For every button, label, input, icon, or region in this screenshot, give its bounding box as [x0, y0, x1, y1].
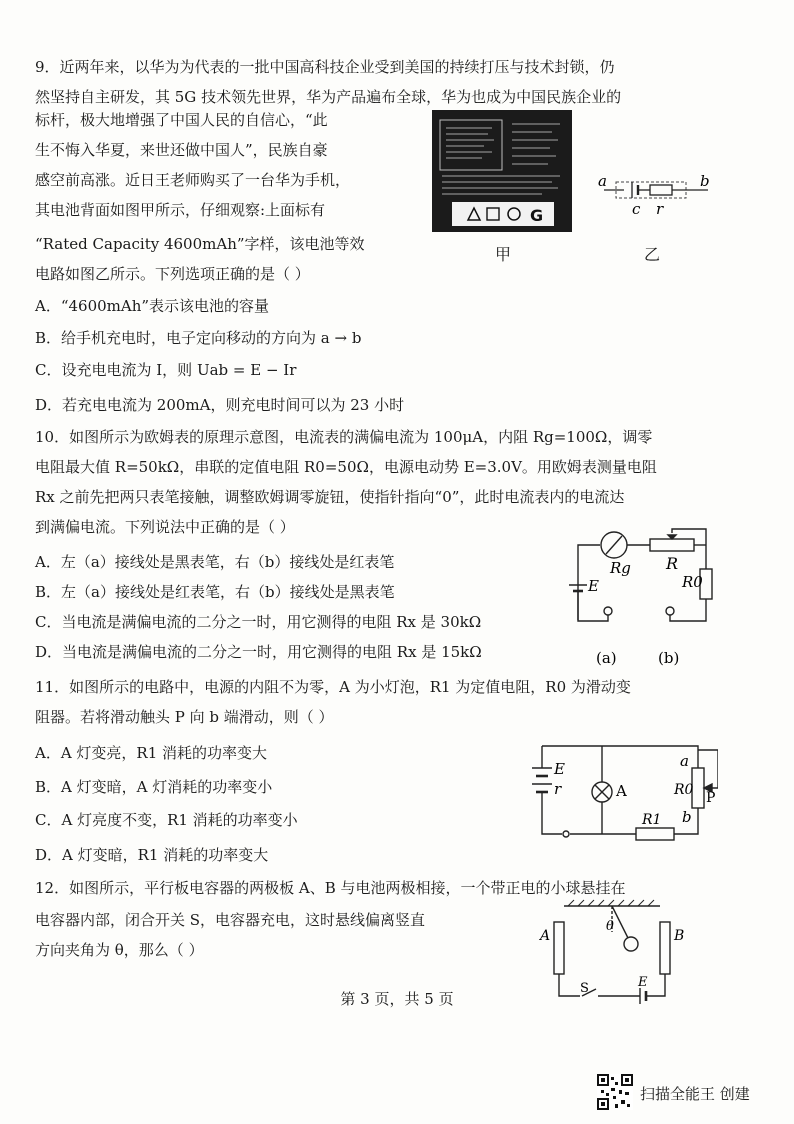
scanner-brand: 扫描全能王 创建: [640, 1085, 750, 1103]
svg-text:R: R: [666, 554, 679, 573]
svg-text:b: b: [700, 172, 710, 190]
svg-text:P: P: [706, 790, 716, 806]
q12-line-3: 方向夹角为 θ，那么（ ）: [35, 941, 204, 959]
svg-text:Rg: Rg: [610, 559, 631, 577]
svg-text:E: E: [554, 760, 565, 778]
q10-option-a: A．左（a）接线处是黑表笔，右（b）接线处是红表笔: [35, 553, 395, 571]
q10-option-d: D．当电流是满偏电流的二分之一时，用它测得的电阻 Rx 是 15kΩ: [35, 643, 482, 661]
svg-text:R0: R0: [682, 573, 703, 591]
q11-line-1: 11．如图所示的电路中，电源的内阻不为零，A 为小灯泡，R1 为定值电阻，R0 为滑动变: [35, 678, 631, 696]
svg-text:r: r: [554, 780, 562, 798]
svg-text:θ: θ: [606, 919, 614, 934]
lamp-rheostat-circuit: [518, 740, 718, 850]
q9-line-2: 然坚持自主研发，其 5G 技术领先世界，华为产品遍布全球，华为也成为中国民族企业的: [35, 88, 622, 106]
svg-text:R1: R1: [642, 812, 662, 828]
caption-jia: 甲: [495, 245, 512, 264]
q9-option-d: D．若充电电流为 200mA，则充电时间可以为 23 小时: [35, 396, 405, 414]
q9-option-a: A．“4600mAh”表示该电池的容量: [35, 297, 270, 315]
q9-option-c: C．设充电电流为 I，则 Uab = E − Ir: [35, 361, 297, 379]
q9-line-7: “Rated Capacity 4600mAh”字样，该电池等效: [35, 235, 365, 253]
q11-line-2: 阻器。若将滑动触头 P 向 b 端滑动，则（ ）: [35, 708, 334, 726]
q10-line-3: Rx 之前先把两只表笔接触，调整欧姆调零旋钮，使指针指向“0”，此时电流表内的电流达: [35, 488, 625, 506]
q9-line-6: 其电池背面如图甲所示，仔细观察:上面标有: [35, 201, 326, 219]
battery-g-mark: G: [530, 206, 544, 225]
battery-label-figure: [432, 110, 572, 232]
svg-text:B: B: [674, 928, 685, 944]
svg-text:c: c: [632, 200, 641, 218]
svg-text:R0: R0: [674, 782, 694, 798]
caption-yi: 乙: [644, 245, 661, 264]
svg-text:A: A: [616, 782, 627, 800]
svg-text:(b): (b): [658, 649, 680, 667]
battery-equivalent-circuit: [596, 170, 716, 230]
q9-line-5: 感空前高涨。近日王老师购买了一台华为手机，: [35, 171, 351, 189]
svg-text:a: a: [680, 752, 689, 770]
svg-text:S: S: [580, 981, 589, 996]
q10-line-4: 到满偏电流。下列说法中正确的是（ ）: [35, 518, 295, 536]
q9-line-1: 9．近两年来，以华为为代表的一批中国高科技企业受到美国的持续打压与技术封锁，仍: [35, 58, 615, 76]
q12-line-1: 12．如图所示，平行板电容器的两极板 A、B 与电池两极相接，一个带正电的小球悬挂在: [35, 879, 626, 897]
qr-code-icon: [597, 1074, 633, 1110]
svg-text:r: r: [656, 200, 664, 218]
q9-line-4: 生不悔入华夏，来世还做中国人”，民族自豪: [35, 141, 328, 159]
ohmmeter-circuit: [566, 525, 726, 670]
q11-option-c: C．A 灯亮度不变，R1 消耗的功率变小: [35, 811, 298, 829]
q9-line-3: 标杆，极大地增强了中国人民的自信心，“此: [35, 111, 328, 129]
q10-option-b: B．左（a）接线处是红表笔，右（b）接线处是黑表笔: [35, 583, 395, 601]
page-footer: 第 3 页，共 5 页: [340, 990, 454, 1008]
q9-line-8: 电路如图乙所示。下列选项正确的是（ ）: [35, 265, 310, 283]
svg-text:b: b: [682, 808, 692, 826]
q11-option-a: A．A 灯变亮，R1 消耗的功率变大: [35, 744, 268, 762]
q11-option-b: B．A 灯变暗，A 灯消耗的功率变小: [35, 778, 273, 796]
svg-text:E: E: [638, 975, 648, 990]
svg-text:a: a: [598, 172, 607, 190]
svg-text:A: A: [540, 928, 551, 944]
svg-text:(a): (a): [596, 649, 617, 667]
q10-option-c: C．当电流是满偏电流的二分之一时，用它测得的电阻 Rx 是 30kΩ: [35, 613, 482, 631]
q12-line-2: 电容器内部，闭合开关 S，电容器充电，这时悬线偏离竖直: [35, 911, 426, 929]
q11-option-d: D．A 灯变暗，R1 消耗的功率变大: [35, 846, 269, 864]
q10-line-2: 电阻最大值 R=50kΩ，串联的定值电阻 R0=50Ω，电源电动势 E=3.0V。用欧姆表测量电阻: [35, 458, 657, 476]
svg-text:E: E: [588, 577, 599, 595]
q9-option-b: B．给手机充电时，电子定向移动的方向为 a → b: [35, 329, 362, 347]
q10-line-1: 10．如图所示为欧姆表的原理示意图，电流表的满偏电流为 100μA，内阻 Rg=100Ω，调零: [35, 428, 653, 446]
